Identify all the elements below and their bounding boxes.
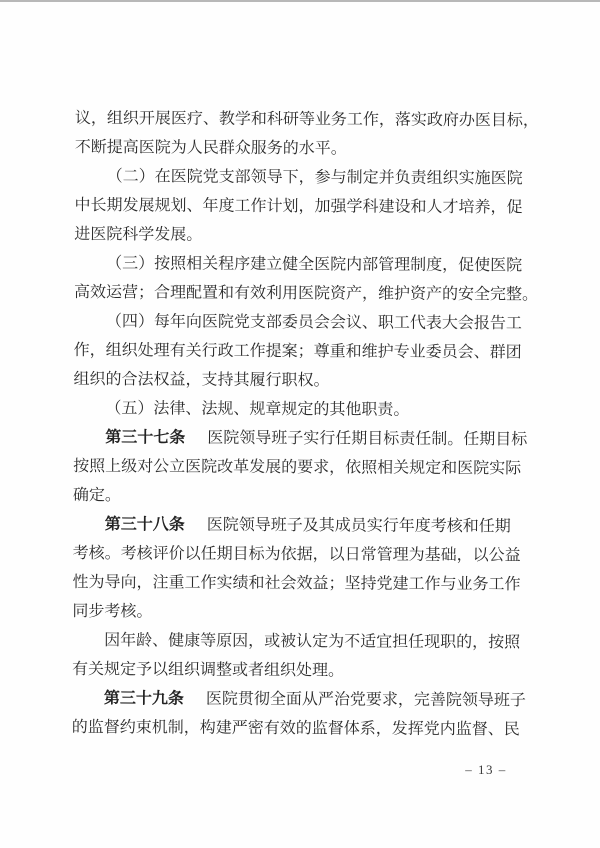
text-line	[73, 481, 543, 512]
text-line	[72, 597, 542, 628]
line-text: 组织的合法权益，支持其履行职权。	[73, 370, 330, 390]
line-text: （四）每年向医院党支部委员会会议、职工代表大会报告工	[105, 313, 522, 333]
line-text: 同步考核。	[72, 602, 153, 621]
text-line	[75, 104, 545, 135]
line-text: 有关规定予以组织调整或者组织处理。	[71, 660, 345, 680]
text-line	[73, 452, 543, 483]
text-line	[73, 365, 543, 396]
line-text: 不断提高医院为人民群众服务的水平。	[74, 138, 347, 158]
text-line	[75, 162, 545, 193]
line-text: 因年龄、健康等原因，或被认定为不适宜担任现职的，按照	[104, 632, 521, 652]
line-text: 进医院科学发展。	[74, 225, 203, 244]
text-line	[72, 626, 542, 657]
line-text: （五）法律、法规、规章规定的其他职责。	[105, 400, 410, 419]
text-line	[74, 220, 544, 251]
line-text: 性为导向，注重工作实绩和社会效益；坚持党建工作与业务工作	[72, 573, 521, 594]
text-line	[74, 336, 544, 367]
line-text: 中长期发展规划、年度工作计划，加强学科建设和人才培养，促	[74, 196, 523, 217]
line-text: 确定。	[72, 486, 122, 505]
text-line	[72, 655, 542, 686]
text-line	[73, 510, 543, 541]
text-line	[73, 394, 543, 425]
text-line	[73, 539, 543, 570]
text-line	[74, 307, 544, 338]
page-number: – 13 –	[465, 762, 507, 777]
line-text: 按照上级对公立医院改革发展的要求，依照相关规定和医院实际	[73, 457, 522, 478]
text-block	[72, 104, 545, 744]
text-line	[75, 133, 545, 164]
line-text: 议，组织开展医疗、教学和科研等业务工作，落实政府办医目标，	[74, 109, 539, 130]
line-text: 考核。考核评价以任期目标为依据，以日常管理为基础，以公益	[72, 544, 521, 565]
article-number: 第三十九条	[103, 690, 184, 708]
text-line	[72, 684, 542, 715]
line-text: 医院贯彻全面从严治党要求，完善院领导班子	[205, 690, 526, 710]
line-text: （二）在医院党支部领导下，参与制定并负责组织实施医院	[106, 168, 523, 188]
article-number: 第三十八条	[104, 516, 185, 534]
text-line	[72, 713, 542, 744]
line-text: 医院领导班子及其成员实行年度考核和任期	[206, 516, 511, 536]
text-line	[74, 191, 544, 222]
text-line	[74, 249, 544, 280]
line-text: 的监督约束机制，构建严密有效的监督体系，发挥党内监督、民	[71, 718, 520, 739]
line-text: （三）按照相关程序建立健全医院内部管理制度，促使医院	[106, 255, 523, 275]
text-line	[72, 568, 542, 599]
line-text: 作，组织处理有关行政工作提案；尊重和维护专业委员会、群团	[73, 341, 522, 362]
scan-edge-top	[0, 0, 600, 2]
article-number: 第三十七条	[105, 429, 186, 447]
line-text: 高效运营；合理配置和有效利用医院资产，维护资产的安全完整。	[73, 283, 539, 304]
line-text: 医院领导班子实行任期目标责任制。任期目标	[207, 429, 528, 449]
text-line	[73, 423, 543, 454]
text-line	[74, 278, 544, 309]
